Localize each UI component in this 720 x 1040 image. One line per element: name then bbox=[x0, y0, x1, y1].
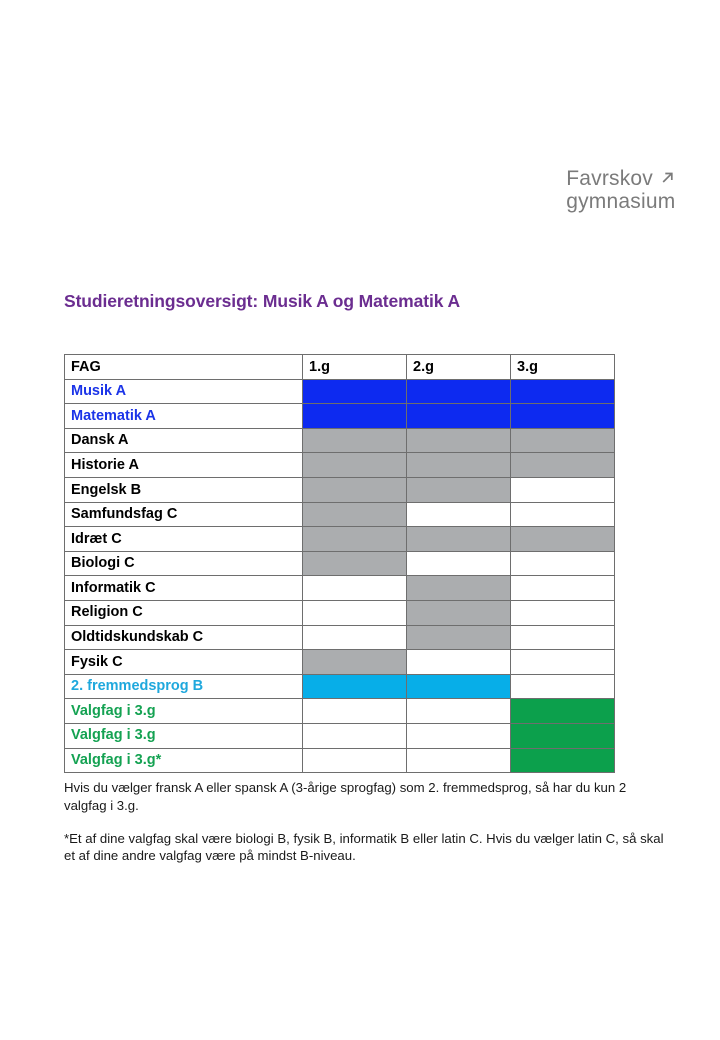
table-header-row bbox=[65, 355, 615, 380]
subject-label: Dansk A bbox=[65, 428, 303, 453]
cell-2.g-grey bbox=[407, 453, 511, 478]
cell-3.g-blue bbox=[511, 404, 615, 429]
table-row bbox=[65, 576, 615, 601]
cell-3.g-empty bbox=[511, 600, 615, 625]
table-row bbox=[65, 404, 615, 429]
cell-3.g-empty bbox=[511, 502, 615, 527]
cell-1.g-empty bbox=[303, 723, 407, 748]
cell-2.g-grey bbox=[407, 576, 511, 601]
cell-2.g-empty bbox=[407, 502, 511, 527]
cell-3.g-empty bbox=[511, 674, 615, 699]
cell-1.g-empty bbox=[303, 625, 407, 650]
table-row bbox=[65, 502, 615, 527]
logo-word-favrskov: Favrskov bbox=[566, 167, 653, 190]
column-header-3.g: 3.g bbox=[511, 355, 615, 380]
cell-1.g-cyan bbox=[303, 674, 407, 699]
cell-3.g-empty bbox=[511, 650, 615, 675]
subject-label: Historie A bbox=[65, 453, 303, 478]
cell-2.g-grey bbox=[407, 527, 511, 552]
table-row bbox=[65, 674, 615, 699]
cell-2.g-empty bbox=[407, 551, 511, 576]
cell-2.g-empty bbox=[407, 723, 511, 748]
column-header-2.g: 2.g bbox=[407, 355, 511, 380]
table-row bbox=[65, 723, 615, 748]
subject-label: Religion C bbox=[65, 600, 303, 625]
cell-1.g-blue bbox=[303, 404, 407, 429]
subject-label: Fysik C bbox=[65, 650, 303, 675]
subject-label: Valgfag i 3.g* bbox=[65, 748, 303, 773]
cell-2.g-empty bbox=[407, 699, 511, 724]
cell-3.g-green bbox=[511, 748, 615, 773]
column-header-1.g: 1.g bbox=[303, 355, 407, 380]
subject-label: Informatik C bbox=[65, 576, 303, 601]
cell-3.g-blue bbox=[511, 379, 615, 404]
table-row bbox=[65, 379, 615, 404]
study-programme-table bbox=[64, 354, 615, 773]
school-logo bbox=[566, 168, 676, 212]
cell-3.g-empty bbox=[511, 576, 615, 601]
cell-2.g-grey bbox=[407, 625, 511, 650]
cell-2.g-empty bbox=[407, 748, 511, 773]
table-row bbox=[65, 600, 615, 625]
table-row bbox=[65, 551, 615, 576]
cell-2.g-empty bbox=[407, 650, 511, 675]
subject-label: Valgfag i 3.g bbox=[65, 699, 303, 724]
arrow-up-right-icon bbox=[660, 170, 676, 186]
table-row bbox=[65, 453, 615, 478]
subject-label: Matematik A bbox=[65, 404, 303, 429]
subject-label: Oldtidskundskab C bbox=[65, 625, 303, 650]
subject-label: Musik A bbox=[65, 379, 303, 404]
cell-2.g-blue bbox=[407, 404, 511, 429]
cell-1.g-empty bbox=[303, 748, 407, 773]
cell-3.g-empty bbox=[511, 625, 615, 650]
cell-3.g-green bbox=[511, 723, 615, 748]
subject-label: Valgfag i 3.g bbox=[65, 723, 303, 748]
cell-2.g-grey bbox=[407, 477, 511, 502]
subject-label: Idræt C bbox=[65, 527, 303, 552]
cell-3.g-empty bbox=[511, 477, 615, 502]
cell-2.g-grey bbox=[407, 428, 511, 453]
cell-1.g-grey bbox=[303, 551, 407, 576]
cell-1.g-empty bbox=[303, 576, 407, 601]
subject-label: 2. fremmedsprog B bbox=[65, 674, 303, 699]
cell-2.g-grey bbox=[407, 600, 511, 625]
cell-3.g-grey bbox=[511, 527, 615, 552]
footnote-electives: *Et af dine valgfag skal være biologi B, fysik B, informatik B eller latin C. Hvis du vælger latin C, så skal et af dine andre valgfag være på mindst B-niveau. bbox=[64, 830, 664, 864]
subject-label: Biologi C bbox=[65, 551, 303, 576]
page-title: Studieretningsoversigt: Musik A og Matematik A bbox=[64, 291, 461, 311]
cell-1.g-grey bbox=[303, 527, 407, 552]
cell-1.g-blue bbox=[303, 379, 407, 404]
study-programme-table-wrapper bbox=[64, 354, 614, 773]
cell-3.g-green bbox=[511, 699, 615, 724]
cell-3.g-grey bbox=[511, 453, 615, 478]
logo-word-gymnasium: gymnasium bbox=[566, 190, 676, 213]
logo-first-line bbox=[566, 168, 676, 189]
cell-3.g-empty bbox=[511, 551, 615, 576]
cell-3.g-grey bbox=[511, 428, 615, 453]
cell-1.g-grey bbox=[303, 477, 407, 502]
cell-1.g-empty bbox=[303, 600, 407, 625]
cell-1.g-grey bbox=[303, 453, 407, 478]
cell-1.g-grey bbox=[303, 650, 407, 675]
footnotes bbox=[64, 779, 664, 865]
cell-2.g-cyan bbox=[407, 674, 511, 699]
cell-1.g-empty bbox=[303, 699, 407, 724]
footnote-language: Hvis du vælger fransk A eller spansk A (3-årige sprogfag) som 2. fremmedsprog, så har du kun 2 valgfag i 3.g. bbox=[64, 780, 627, 813]
subject-label: Engelsk B bbox=[65, 477, 303, 502]
cell-1.g-grey bbox=[303, 502, 407, 527]
table-row bbox=[65, 650, 615, 675]
cell-1.g-grey bbox=[303, 428, 407, 453]
column-header-subject: FAG bbox=[65, 355, 303, 380]
table-row bbox=[65, 748, 615, 773]
table-row bbox=[65, 428, 615, 453]
subject-label: Samfundsfag C bbox=[65, 502, 303, 527]
table-row bbox=[65, 699, 615, 724]
table-row bbox=[65, 477, 615, 502]
cell-2.g-blue bbox=[407, 379, 511, 404]
table-row bbox=[65, 625, 615, 650]
table-row bbox=[65, 527, 615, 552]
